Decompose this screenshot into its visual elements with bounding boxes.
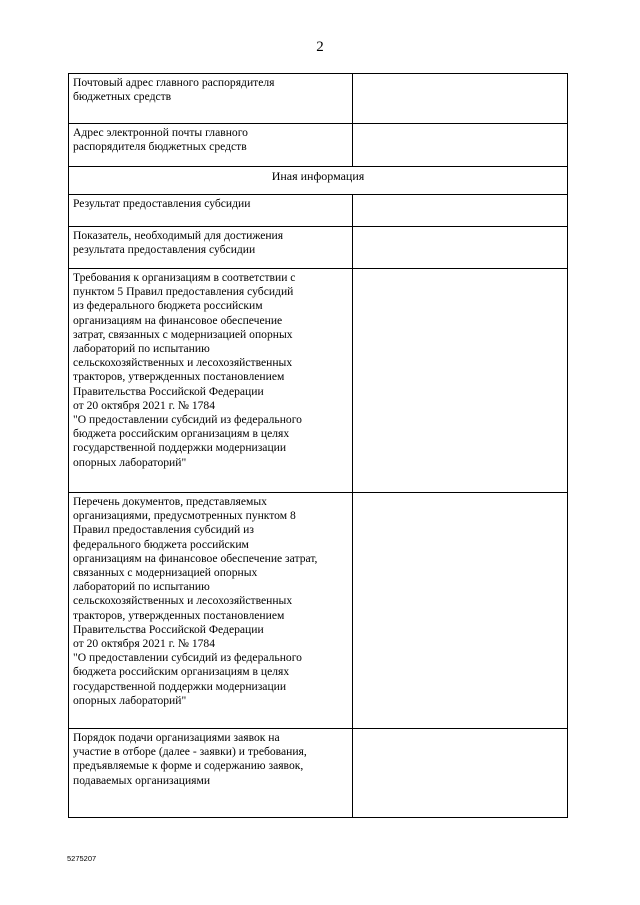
row-label: Порядок подачи организациями заявок на участие в отборе (далее - заявки) и требования, предъявляемые к форме и содержанию заявок, подаваемых организациями (73, 731, 307, 787)
table-row (69, 124, 568, 167)
row-value-cell (353, 74, 568, 124)
table-row (69, 269, 568, 493)
table-row (69, 729, 568, 818)
row-value (353, 124, 567, 126)
row-label-cell (69, 269, 353, 493)
row-value (353, 227, 567, 229)
section-header-row (69, 167, 568, 195)
row-label-cell (69, 493, 353, 729)
row-label-cell (69, 729, 353, 818)
row-label-cell (69, 124, 353, 167)
info-table (68, 73, 568, 818)
row-label: Показатель, необходимый для достижения результата предоставления субсидии (73, 229, 284, 257)
row-label: Адрес электронной почты главного распорядителя бюджетных средств (73, 126, 248, 154)
row-label-cell (69, 195, 353, 227)
row-value (353, 74, 567, 76)
table-row (69, 227, 568, 269)
row-label: Перечень документов, представляемых организациями, предусмотренных пунктом 8 Правил предоставления субсидий из федерального бюджета российским организациям на финансовое обеспечение затрат, связанных с модернизацией опорных лабораторий по испытанию сельскохозяйственных и лесохозяйственных тракторов, утвержденных постановлением Правительства Российской Федерации от 20 октября 2021 г. № 1784 "О предоставлении субсидий из федерального бюджета российским организациям в целях государственной поддержки модернизации опорных лабораторий" (73, 495, 318, 707)
row-value-cell (353, 227, 568, 269)
row-value (353, 269, 567, 271)
table-row (69, 74, 568, 124)
row-value-cell (353, 493, 568, 729)
table-row (69, 493, 568, 729)
row-value-cell (353, 195, 568, 227)
row-value (353, 729, 567, 731)
row-value-cell (353, 124, 568, 167)
page-number: 2 (316, 39, 324, 55)
row-label: Результат предоставления субсидии (73, 197, 251, 210)
section-header-cell (69, 167, 568, 195)
row-label-cell (69, 227, 353, 269)
row-label-cell (69, 74, 353, 124)
row-label: Требования к организациям в соответствии с пунктом 5 Правил предоставления субсидий из федерального бюджета российским организациям на финансовое обеспечение затрат, связанных с модернизацией опорных лабораторий по испытанию сельскохозяйственных и лесохозяйственных тракторов, утвержденных постановлением Правительства Российской Федерации от 20 октября 2021 г. № 1784 "О предоставлении субсидий из федерального бюджета российским организациям в целях государственной поддержки модернизации опорных лабораторий" (73, 271, 302, 469)
row-value-cell (353, 729, 568, 818)
row-value (353, 195, 567, 197)
section-header: Иная информация (271, 169, 365, 183)
row-value-cell (353, 269, 568, 493)
row-label: Почтовый адрес главного распорядителя бюджетных средств (73, 76, 275, 104)
document-code: 5275207 (67, 854, 97, 863)
row-value (353, 493, 567, 495)
table-row (69, 195, 568, 227)
